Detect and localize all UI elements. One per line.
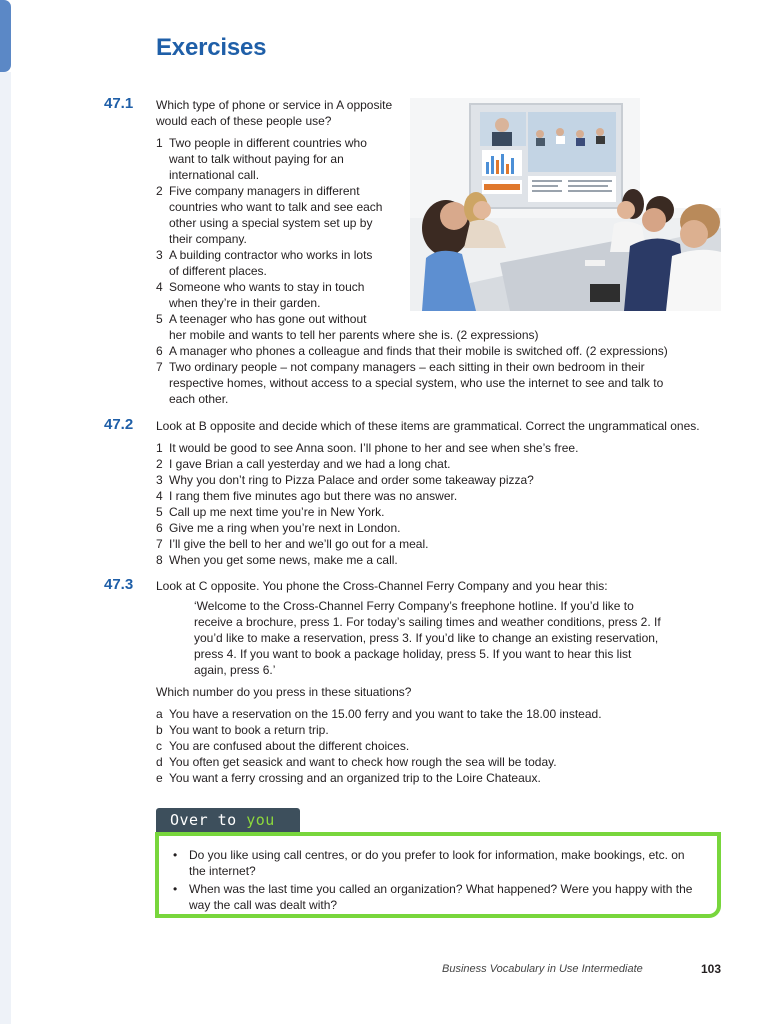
item-text-line: Someone who wants to stay in touch — [169, 280, 365, 294]
item-text-line: their company. — [169, 232, 247, 246]
item-marker: d — [156, 755, 163, 769]
quote-line: press 4. If you want to book a package holiday, press 5. If you want to hear this list — [194, 647, 632, 661]
item-text-line: You often get seasick and want to check how rough the sea will be today. — [169, 755, 557, 769]
item-marker: 7 — [156, 360, 163, 374]
item-text-line: A teenager who has gone out without — [169, 312, 367, 326]
page-number: 103 — [701, 962, 722, 976]
list-item — [156, 504, 578, 520]
question-text-line: Do you like using call centres, or do you prefer to look for information, make bookings, etc. on — [189, 848, 685, 862]
item-text-line: countries who want to talk and see each — [169, 200, 383, 214]
item-marker: 4 — [156, 489, 163, 503]
exercise-3-question: Which number do you press in these situations? — [156, 685, 412, 699]
item-text-line: her mobile and wants to tell her parents where she is. (2 expressions) — [169, 328, 539, 342]
item-marker: 6 — [156, 521, 163, 535]
item-text-line: respective homes, without access to a special system, who use the internet to see and talk to — [169, 376, 664, 390]
bullet-icon: • — [173, 848, 178, 862]
list-item — [156, 770, 602, 786]
item-text-line: I gave Brian a call yesterday and we had a long chat. — [169, 457, 451, 471]
item-text-line: When you get some news, make me a call. — [169, 553, 398, 567]
item-text-line: You want a ferry crossing and an organized trip to the Loire Chateaux. — [169, 771, 541, 785]
item-marker: 3 — [156, 473, 163, 487]
page-edge-strip — [0, 72, 11, 1024]
item-text-line: A building contractor who works in lots — [169, 248, 373, 262]
item-text-line: when they’re in their garden. — [169, 296, 321, 310]
exercise-2-list — [156, 440, 578, 568]
item-text-line: It would be good to see Anna soon. I’ll phone to her and see when she’s free. — [169, 441, 579, 455]
item-marker: 1 — [156, 441, 163, 455]
exercise-3-instructions: Look at C opposite. You phone the Cross-Channel Ferry Company and you hear this: — [156, 579, 608, 593]
list-item — [156, 754, 602, 770]
item-text-line: Two ordinary people – not company managers – each sitting in their own bedroom in their — [169, 360, 645, 374]
item-text-line: You are confused about the different choices. — [169, 739, 410, 753]
footer-book-title: Business Vocabulary in Use Intermediate — [442, 963, 643, 975]
item-text-line: You have a reservation on the 15.00 ferry and you want to take the 18.00 instead. — [169, 707, 602, 721]
item-text-line: Two people in different countries who — [169, 136, 367, 150]
page-title: Exercises — [156, 34, 267, 61]
item-marker: c — [156, 739, 162, 753]
item-marker: 5 — [156, 505, 163, 519]
quote-line: again, press 6.’ — [194, 663, 276, 677]
item-marker: 2 — [156, 457, 163, 471]
item-marker: 2 — [156, 184, 163, 198]
item-marker: 5 — [156, 312, 163, 326]
item-text-line: I’ll give the bell to her and we’ll go out for a meal. — [169, 537, 429, 551]
item-text-line: You want to book a return trip. — [169, 723, 329, 737]
discussion-question — [171, 881, 701, 913]
page-edge-tab — [0, 0, 11, 72]
list-item — [156, 440, 578, 456]
quote-line: receive a brochure, press 1. For today’s sailing times and weather conditions, press 2. If — [194, 615, 661, 629]
item-marker: 3 — [156, 248, 163, 262]
exercise-number-47-2: 47.2 — [104, 416, 134, 433]
item-marker: 7 — [156, 537, 163, 551]
question-text-line: way the call was dealt with? — [189, 898, 338, 912]
item-text-line: of different places. — [169, 264, 267, 278]
exercise-2-instructions: Look at B opposite and decide which of these items are grammatical. Correct the ungrammatical ones. — [156, 419, 700, 433]
bullet-icon: • — [173, 882, 178, 896]
item-text-line: each other. — [169, 392, 229, 406]
item-text-line: I rang them five minutes ago but there was no answer. — [169, 489, 458, 503]
item-text-line: Five company managers in different — [169, 184, 360, 198]
over-to-you-tab: Over to you — [156, 808, 300, 832]
list-item — [156, 722, 602, 738]
list-item — [156, 311, 668, 343]
over-to-you-box — [155, 832, 721, 918]
list-item — [156, 343, 668, 359]
question-text-line: the internet? — [189, 864, 256, 878]
list-item — [156, 520, 578, 536]
list-item — [156, 552, 578, 568]
item-marker: 4 — [156, 280, 163, 294]
video-conference-photo — [410, 98, 721, 311]
over-to-you-questions — [171, 847, 701, 915]
list-item — [156, 359, 668, 407]
item-marker: 6 — [156, 344, 163, 358]
quote-line: you’d like to make a reservation, press 3. If you’d like to change an existing reservation, — [194, 631, 659, 645]
item-marker: a — [156, 707, 163, 721]
item-text-line: A manager who phones a colleague and finds that their mobile is switched off. (2 expressions) — [169, 344, 668, 358]
item-marker: 1 — [156, 136, 163, 150]
item-text-line: Why you don’t ring to Pizza Palace and order some takeaway pizza? — [169, 473, 534, 487]
item-text-line: other using a special system set up by — [169, 216, 373, 230]
item-text-line: want to talk without paying for an — [169, 152, 344, 166]
item-text-line: Call up me next time you’re in New York. — [169, 505, 385, 519]
list-item — [156, 488, 578, 504]
list-item — [156, 456, 578, 472]
hotline-message-quote — [194, 598, 694, 678]
list-item — [156, 738, 602, 754]
item-marker: 8 — [156, 553, 163, 567]
exercise-3-list — [156, 706, 602, 786]
quote-line: ‘Welcome to the Cross-Channel Ferry Company’s freephone hotline. If you’d like to — [194, 599, 634, 613]
question-text-line: When was the last time you called an organization? What happened? Were you happy with the — [189, 882, 693, 896]
list-item — [156, 536, 578, 552]
exercise-number-47-3: 47.3 — [104, 576, 134, 593]
list-item — [156, 706, 602, 722]
discussion-question — [171, 847, 701, 879]
item-marker: e — [156, 771, 163, 785]
item-text-line: Give me a ring when you’re next in London. — [169, 521, 401, 535]
exercise-number-47-1: 47.1 — [104, 95, 134, 112]
item-marker: b — [156, 723, 163, 737]
list-item — [156, 472, 578, 488]
item-text-line: international call. — [169, 168, 260, 182]
exercise-1-instructions: Which type of phone or service in A opposite would each of these people use? — [156, 98, 393, 128]
